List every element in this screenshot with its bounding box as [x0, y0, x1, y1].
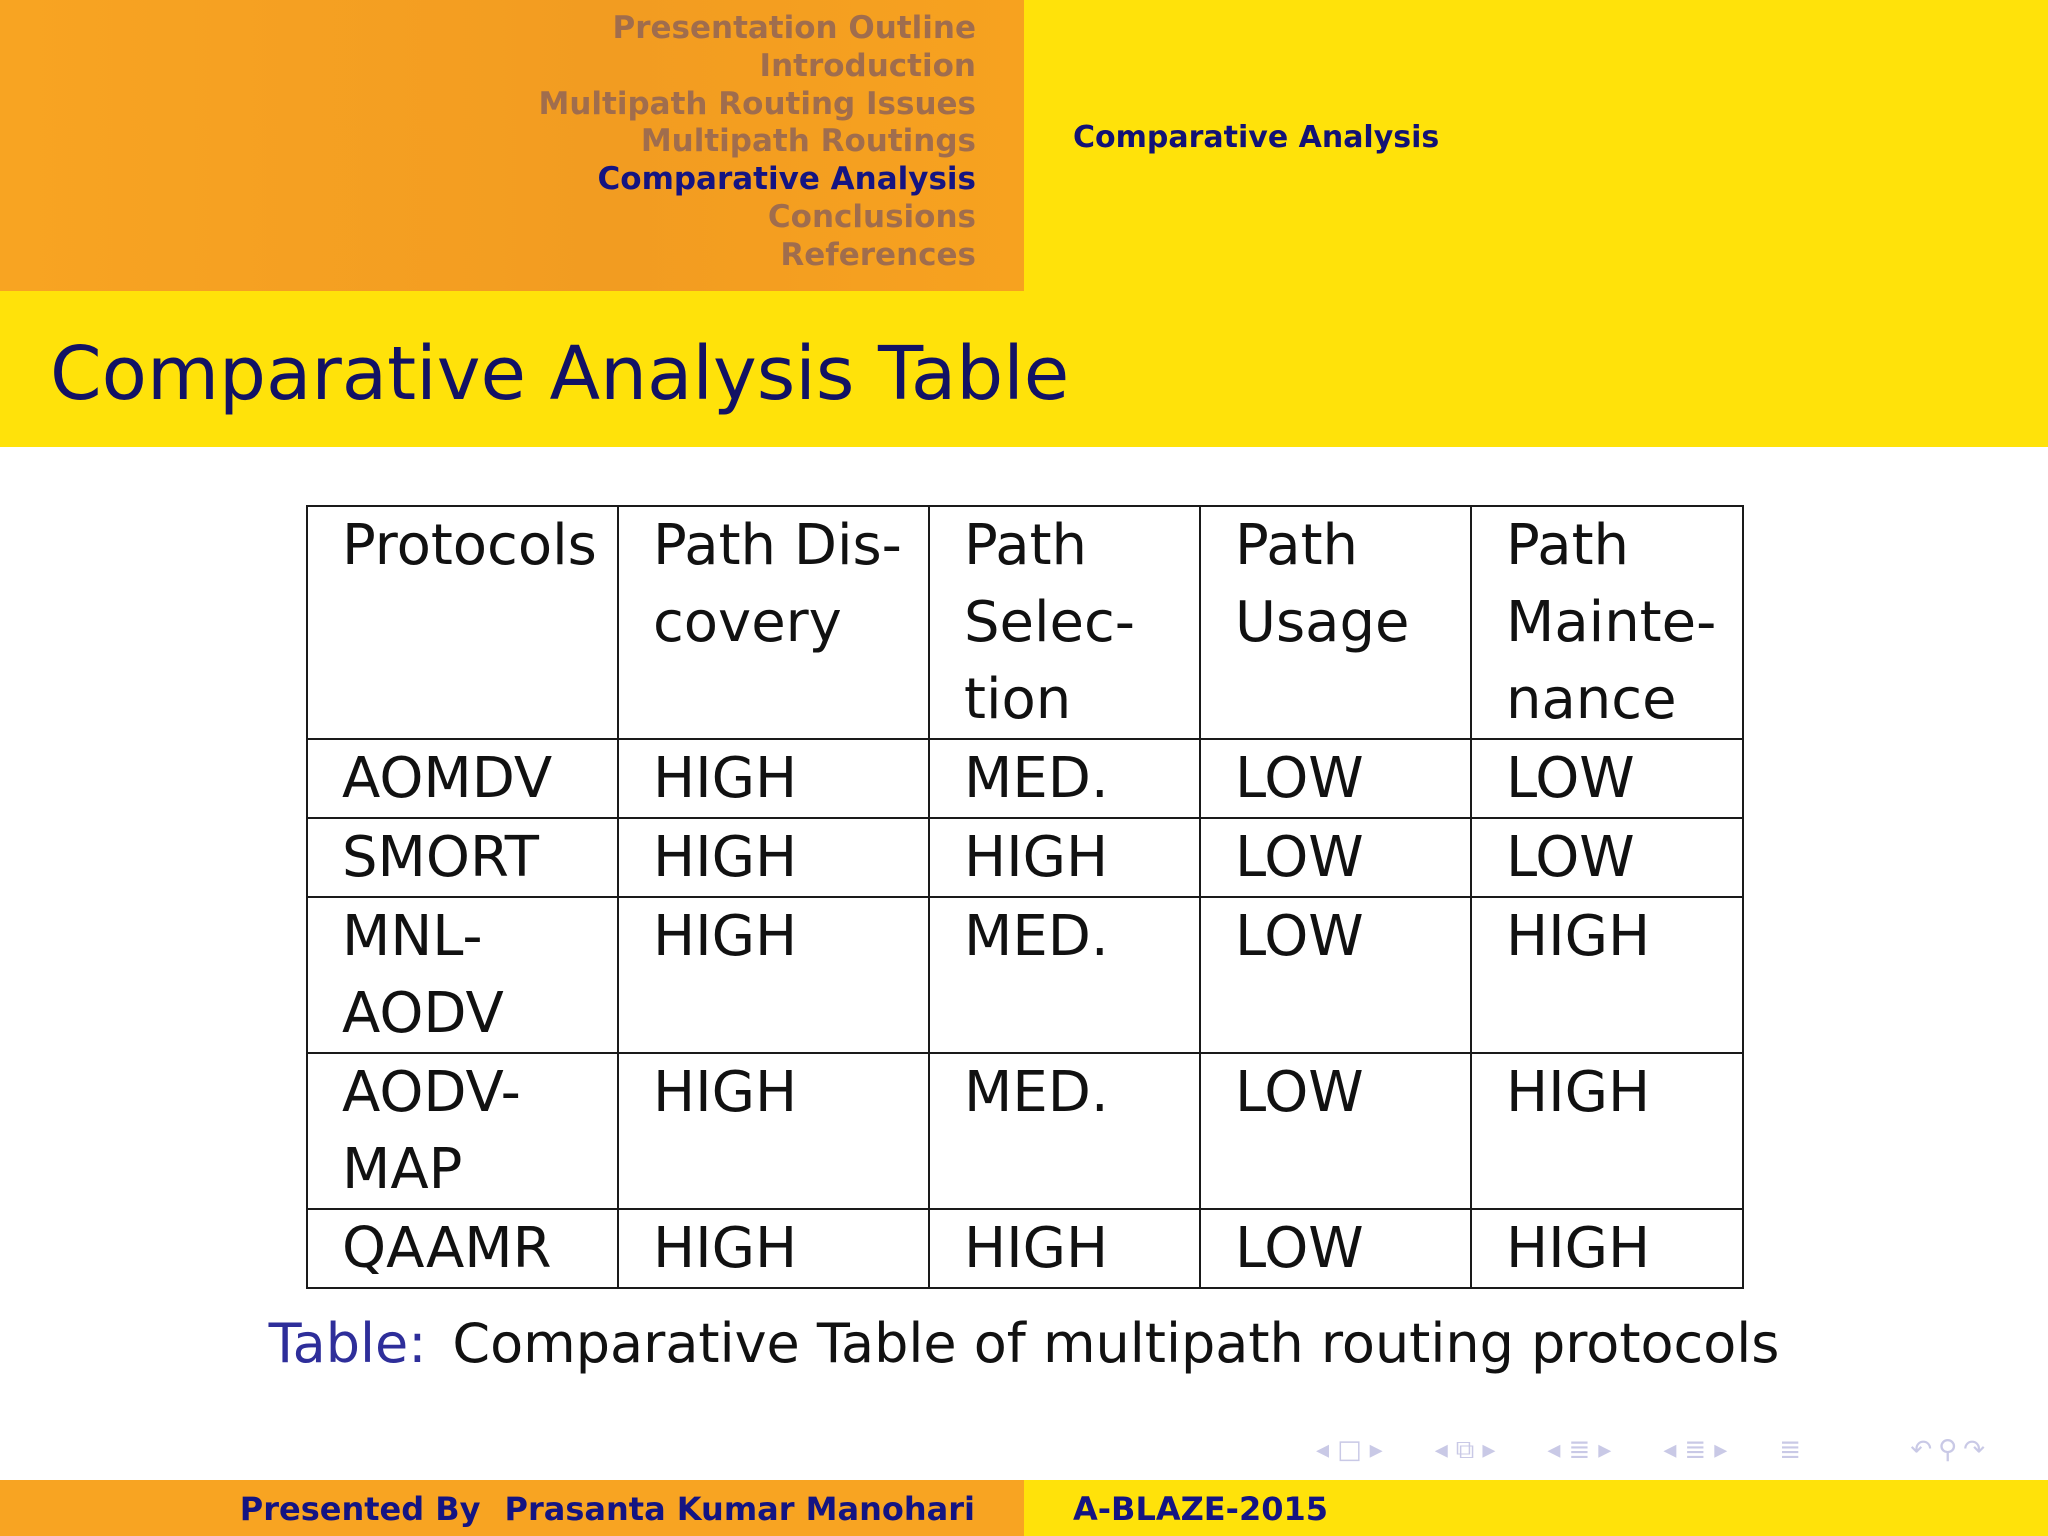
table-cell: HIGH — [618, 1053, 929, 1209]
header-cell: Path Dis- covery — [618, 506, 929, 739]
outline-item-references[interactable]: References — [780, 236, 976, 273]
frame-nav — [1312, 1435, 1387, 1465]
nav-next-arrow-icon[interactable]: ▸ — [1369, 1435, 1383, 1465]
table-cell: HIGH — [618, 739, 929, 818]
frame-icon[interactable]: □ — [1337, 1435, 1362, 1465]
table-row — [307, 1053, 1743, 1209]
current-section-label: Comparative Analysis — [1073, 120, 1440, 155]
subsection-icon[interactable]: ⧉ — [1455, 1434, 1475, 1465]
section-nav — [1543, 1435, 1615, 1465]
protocol-cell: SMORT — [307, 818, 618, 897]
undo-icon[interactable]: ↶ — [1910, 1435, 1933, 1465]
protocol-cell: MNL- AODV — [307, 897, 618, 1053]
nav-prev-arrow-icon[interactable]: ◂ — [1663, 1435, 1677, 1465]
table-cell: HIGH — [1471, 897, 1743, 1053]
table-row — [307, 1209, 1743, 1288]
section-icon[interactable]: ≣ — [1568, 1435, 1591, 1465]
outline-item-comparative-analysis[interactable]: Comparative Analysis — [597, 161, 976, 198]
table-cell: HIGH — [618, 818, 929, 897]
table-cell: HIGH — [618, 897, 929, 1053]
table-row — [307, 897, 1743, 1053]
table-cell: MED. — [929, 739, 1200, 818]
table-row — [307, 818, 1743, 897]
document-icon[interactable]: ≣ — [1779, 1435, 1802, 1465]
presenter-line — [240, 1490, 975, 1528]
slide-title: Comparative Analysis Table — [50, 331, 1070, 417]
table-row — [307, 739, 1743, 818]
outline-item-multipath-routings[interactable]: Multipath Routings — [640, 123, 976, 160]
caption-text: Comparative Table of multipath routing protocols — [452, 1312, 1780, 1375]
table-cell: HIGH — [618, 1209, 929, 1288]
search-icon[interactable]: ⚲ — [1938, 1435, 1958, 1465]
table-cell: HIGH — [1471, 1209, 1743, 1288]
protocol-cell: AODV- MAP — [307, 1053, 618, 1209]
header-cell: Path Usage — [1200, 506, 1471, 739]
outline-list — [76, 10, 976, 275]
nav-prev-arrow-icon[interactable]: ◂ — [1547, 1435, 1561, 1465]
header-cell: Protocols — [307, 506, 618, 739]
search-nav — [1907, 1435, 1988, 1465]
header-cell: Path Selec- tion — [929, 506, 1200, 739]
nav-prev-arrow-icon[interactable]: ◂ — [1434, 1435, 1448, 1465]
outline-item-conclusions[interactable]: Conclusions — [767, 198, 976, 235]
nav-prev-arrow-icon[interactable]: ◂ — [1316, 1435, 1330, 1465]
footer-event-panel — [1024, 1480, 2048, 1536]
event-name: A-BLAZE-2015 — [1073, 1490, 1328, 1528]
table-cell: HIGH — [929, 1209, 1200, 1288]
table-cell: HIGH — [929, 818, 1200, 897]
table-cell: MED. — [929, 1053, 1200, 1209]
outline-item-introduction[interactable]: Introduction — [759, 47, 976, 84]
table-cell: LOW — [1200, 1053, 1471, 1209]
nav-next-arrow-icon[interactable]: ▸ — [1598, 1435, 1612, 1465]
presented-by-label: Presented By — [239, 1490, 481, 1528]
table-cell: LOW — [1471, 739, 1743, 818]
header-cell: Path Mainte- nance — [1471, 506, 1743, 739]
part-nav — [1659, 1435, 1731, 1465]
subsection-nav — [1431, 1435, 1500, 1466]
nav-next-arrow-icon[interactable]: ▸ — [1714, 1435, 1728, 1465]
part-icon[interactable]: ≣ — [1684, 1435, 1707, 1465]
presenter-name: Prasanta Kumar Manohari — [504, 1490, 975, 1528]
table-caption — [0, 1312, 2048, 1375]
comparison-table — [306, 505, 1744, 1289]
protocol-cell: QAAMR — [307, 1209, 618, 1288]
table-cell: LOW — [1200, 897, 1471, 1053]
footer-presenter-panel — [0, 1480, 1024, 1536]
table-cell: LOW — [1200, 818, 1471, 897]
slide-title-bar — [0, 291, 2048, 447]
outline-item-presentation-outline[interactable]: Presentation Outline — [612, 10, 976, 46]
table-cell: LOW — [1200, 739, 1471, 818]
table-cell: HIGH — [1471, 1053, 1743, 1209]
caption-prefix: Table: — [268, 1312, 427, 1375]
nav-next-arrow-icon[interactable]: ▸ — [1482, 1435, 1496, 1465]
outline-item-multipath-routing-issues[interactable]: Multipath Routing Issues — [538, 85, 976, 122]
table-cell: MED. — [929, 897, 1200, 1053]
back-icon[interactable]: ↷ — [1963, 1435, 1985, 1465]
beamer-navigation-bar — [1312, 1432, 2032, 1468]
header-outline-panel — [0, 0, 1024, 291]
table-header-row — [307, 506, 1743, 739]
table-cell: LOW — [1200, 1209, 1471, 1288]
protocol-cell: AOMDV — [307, 739, 618, 818]
table-cell: LOW — [1471, 818, 1743, 897]
document-nav — [1775, 1435, 1805, 1465]
